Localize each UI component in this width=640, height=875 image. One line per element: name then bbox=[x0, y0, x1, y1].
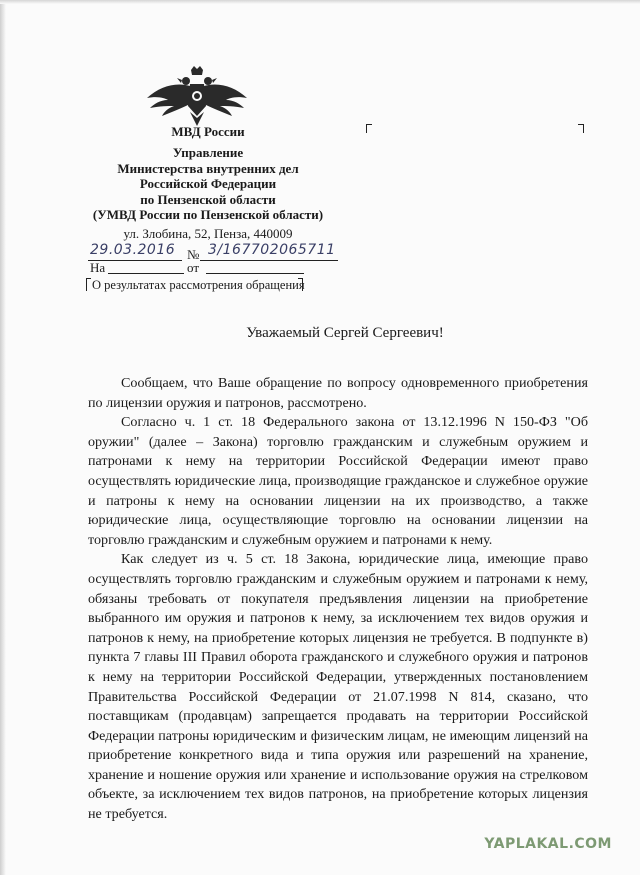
paragraph: Согласно ч. 1 ст. 18 Федерального закона от 13.12.1996 N 150-ФЗ "Об оружии" (далее – Закона) торговлю гражданским и служебным оружием и патронами к нему на территории Российской Федерации имеют право осуществлять юридические лица, производящие гражданское и служебное оружие и патроны к нему на основании лицензии на их производство, а также юридические лица, осуществляющие торговлю на основании лицензии на торговлю гражданским и служебным оружием и патронами к нему. bbox=[88, 414, 588, 548]
greeting: Уважаемый Сергей Сергеевич! bbox=[246, 325, 444, 341]
addressee-bracket-right bbox=[578, 124, 584, 133]
agency-line: (УМВД России по Пензенской области) bbox=[92, 207, 324, 222]
letter-body bbox=[88, 374, 588, 825]
na-label: На bbox=[90, 260, 106, 275]
subject-bracket-left bbox=[86, 278, 91, 291]
agency-line: по Пензенской области bbox=[140, 191, 276, 207]
agency-line: Министерства внутренних дел bbox=[117, 160, 299, 176]
agency-short-name: МВД России bbox=[171, 124, 245, 139]
agency-line: Российской Федерации bbox=[139, 176, 277, 191]
number-label: № bbox=[187, 247, 200, 262]
double-headed-eagle-emblem-icon bbox=[146, 66, 248, 126]
ot-underline bbox=[206, 273, 304, 274]
paragraph: Как следует из ч. 5 ст. 18 Закона, юридические лица, имеющие право осуществлять торговлю гражданским и служебным оружием и патронами к нему, обязаны требовать от покупателя предъявления лицензии на приобретение выбранного им оружия и патронов к нему, за исключением тех видов оружия и патронов к нему, на приобретение которых лицензия не требуется. В подпункте в) пункта 7 главы III Правил оборота гражданского и служебного оружия и патронов к нему на территории Российской Федерации, утвержденных постановлением Правительства Российской Федерации от 21.07.1998 N 814, сказано, что поставщикам (продавцам) запрещается продавать на территории Российской Федерации патроны юридическим и физическим лицам, не имеющим лицензий на приобретение конкретного вида и типа оружия или разрешений на хранение, хранение и ношение оружия или хранение и использование оружия на стрелковом объекте, за исключением тех видов патронов, на приобретение которых лицензия не требуется. bbox=[88, 551, 588, 823]
handwritten-number: 3/167702065711 bbox=[208, 242, 336, 258]
agency-full-name bbox=[64, 145, 352, 223]
subject-bracket-right bbox=[298, 278, 303, 291]
agency-address: ул. Злобина, 52, Пенза, 440009 bbox=[123, 226, 293, 241]
addressee-bracket-left bbox=[366, 124, 372, 133]
agency-line: Управление bbox=[172, 145, 244, 160]
ot-label: от bbox=[187, 260, 200, 275]
handwritten-date: 29.03.2016 bbox=[90, 242, 176, 258]
paragraph: Сообщаем, что Ваше обращение по вопросу одновременного приобретения по лицензии оружия и патронов, рассмотрено. bbox=[88, 375, 588, 411]
page-top-shadow bbox=[0, 0, 640, 4]
site-watermark: YAPLAKAL.COM bbox=[484, 836, 612, 852]
subject-line: О результатах рассмотрения обращения bbox=[92, 278, 305, 292]
number-underline bbox=[200, 260, 338, 261]
na-underline bbox=[108, 273, 184, 274]
page-edge-shadow bbox=[0, 0, 6, 875]
